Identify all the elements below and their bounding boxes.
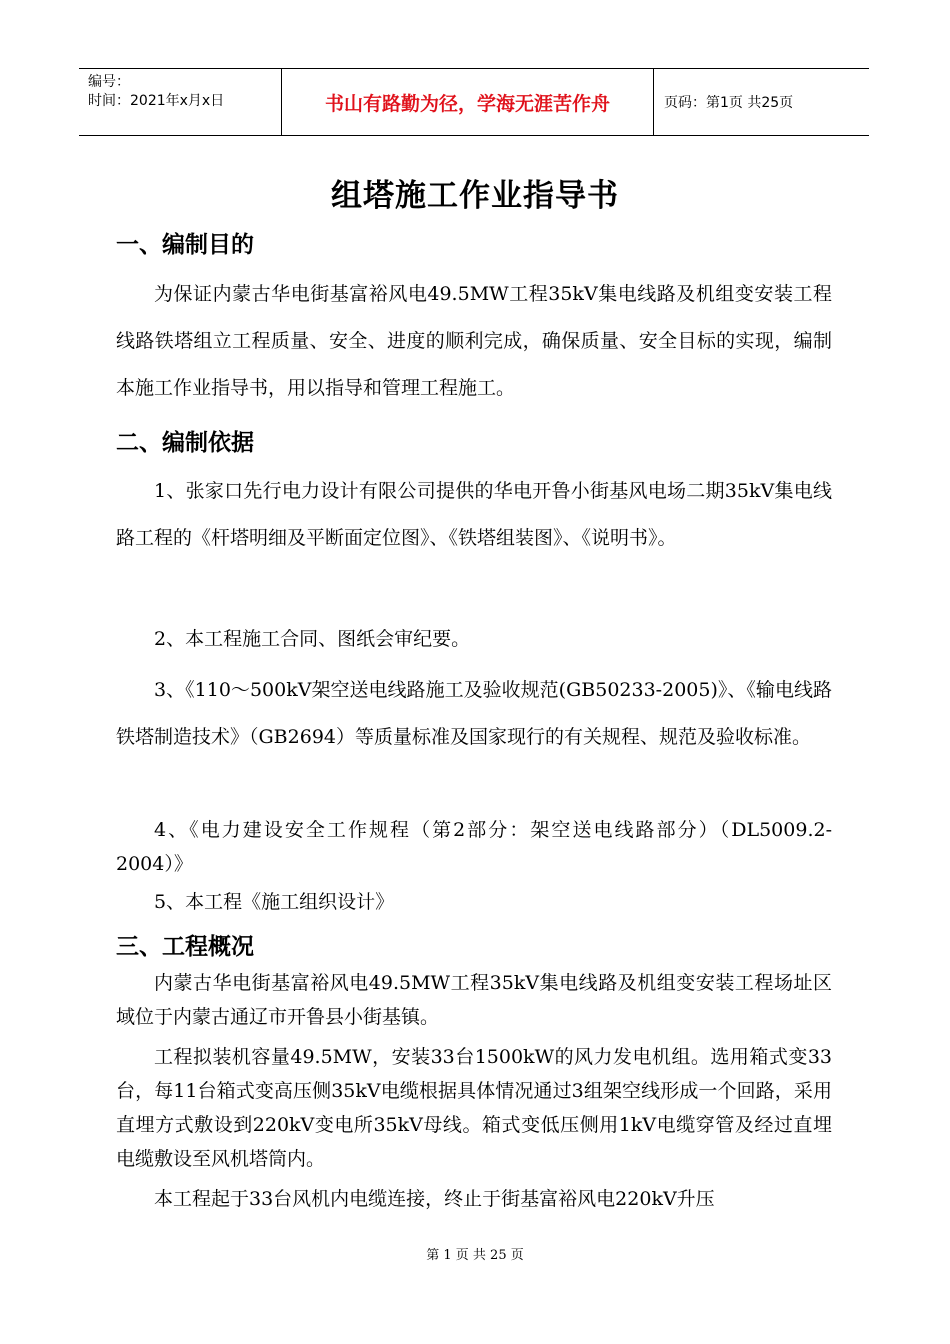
section-heading-basis: 二、编制依据	[116, 430, 254, 456]
paragraph-overview-2: 工程拟装机容量49.5MW，安装33台1500kW的风力发电机组。选用箱式变33台，每11台箱式变高压侧35kV电缆根据具体情况通过3组架空线形成一个回路，采用直埋方式敷设到220kV变电所35kV母线。箱式变低压侧用1kV电缆穿管及经过直埋电缆敷设至风机塔筒内。	[116, 1046, 832, 1170]
paragraph-overview-3: 本工程起于33台风机内电缆连接，终止于街基富裕风电220kV升压	[154, 1188, 715, 1210]
page-footer: 第 1 页 共 25 页	[426, 1248, 524, 1263]
paragraph-basis-2: 2、本工程施工合同、图纸会审纪要。	[154, 628, 471, 650]
section-heading-overview: 三、工程概况	[116, 934, 254, 960]
paragraph-overview-1: 内蒙古华电街基富裕风电49.5MW工程35kV集电线路及机组变安装工程场址区域位于内蒙古通辽市开鲁县小街基镇。	[116, 972, 832, 1028]
paragraph-purpose: 为保证内蒙古华电街基富裕风电49.5MW工程35kV集电线路及机组变安装工程线路铁塔组立工程质量、安全、进度的顺利完成，确保质量、安全目标的实现，编制本施工作业指导书，用以指导和管理工程施工。	[116, 283, 832, 399]
section-heading-purpose: 一、编制目的	[116, 232, 254, 258]
header-motto: 书山有路勤为径，学海无涯苦作舟	[281, 69, 654, 135]
paragraph-basis-1: 1、张家口先行电力设计有限公司提供的华电开鲁小街基风电场二期35kV集电线路工程的《杆塔明细及平断面定位图》、《铁塔组装图》、《说明书》。	[116, 480, 832, 549]
document-time-label: 时间：2021年x月x日	[88, 93, 225, 109]
document-title: 组塔施工作业指导书	[331, 178, 619, 214]
page-header	[79, 68, 869, 136]
paragraph-basis-5: 5、本工程《施工组织设计》	[154, 891, 395, 913]
header-meta	[79, 69, 281, 135]
paragraph-basis-3: 3、《110～500kV架空送电线路施工及验收规范(GB50233-2005)》、《输电线路铁塔制造技术》（GB2694）等质量标准及国家现行的有关规程、规范及验收标准。	[116, 679, 832, 748]
paragraph-basis-4: 4、《电力建设安全工作规程（第2部分：架空送电线路部分）（DL5009.2-2004）》	[116, 819, 832, 875]
document-number-label: 编号：	[88, 74, 130, 90]
header-page-number: 页码：第1页 共25页	[664, 95, 794, 111]
